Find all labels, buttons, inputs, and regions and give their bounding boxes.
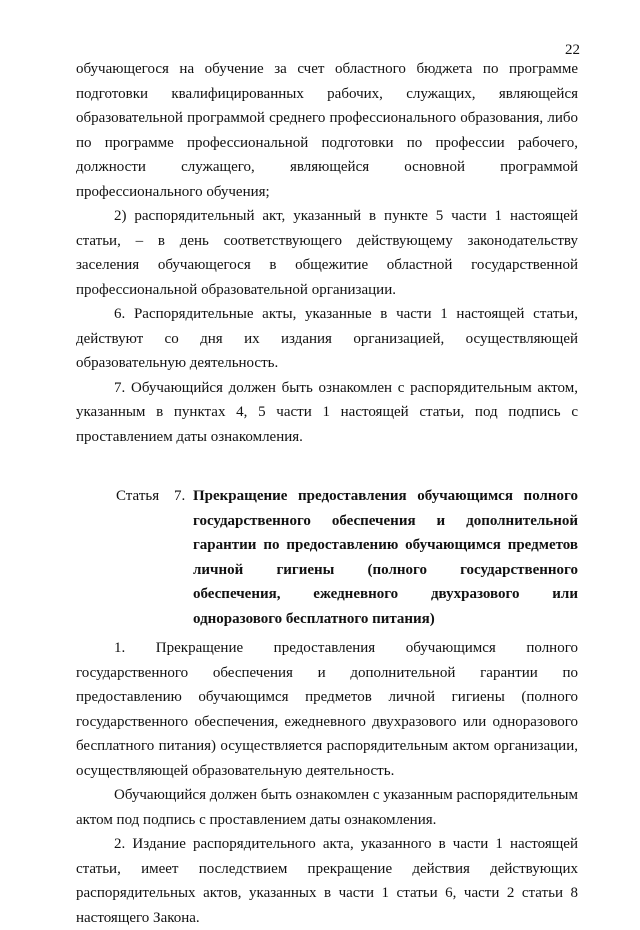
article-label — [116, 484, 185, 509]
paragraph-part-6: 6. Распорядительные акты, указанные в части 1 настоящей статьи, действуют со дня их издания организацией, осуществляющей образовательную деятельность. — [76, 306, 578, 371]
document-body — [76, 57, 578, 930]
paragraph-article-part-1: 1. Прекращение предоставления обучающимся полного государственного обеспечения и дополнительной гарантии по предоставлению обучающимся предметов личной гигиены (полного государственного обеспечения, ежедневного двухразового или одноразового бесплатного питания) осуществляется распорядительным актом организации, осуществляющей образовательную деятельность. — [76, 640, 578, 779]
article-number: 7. — [174, 488, 186, 504]
article-heading — [76, 484, 578, 631]
paragraph-part-7: 7. Обучающийся должен быть ознакомлен с распорядительным актом, указанным в пунктах 4, 5 части 1 настоящей статьи, под подпись с проставлением даты ознакомления. — [76, 379, 578, 445]
article-title: Прекращение предоставления обучающимся полного государственного обеспечения и дополнительной гарантии по предоставлению обучающимся предметов личной гигиены (полного государственного обеспечения, ежедневного двухразового или одноразового бесплатного питания) — [193, 488, 578, 627]
paragraph-continuation: обучающегося на обучение за счет областного бюджета по программе подготовки квалифицированных рабочих, служащих, являющейся образовательной программой среднего профессионального образования, либо по программе профессиональной подготовки по профессии рабочего, должности служащего, являющейся основной программой профессионального обучения; — [76, 61, 578, 200]
paragraph-item-2: 2) распорядительный акт, указанный в пункте 5 части 1 настоящей статьи, – в день соответствующего действующему законодательству заселения обучающегося в общежитие областной государственной профессиональной образовательной организации. — [76, 208, 578, 298]
paragraph-article-part-2: 2. Издание распорядительного акта, указанного в части 1 настоящей статьи, имеет последствием прекращение действия действующих распорядительных актов, указанных в части 1 статьи 6, части 2 статьи 8 настоящего Закона. — [76, 836, 578, 926]
page-number: 22 — [565, 42, 580, 58]
paragraph-acknowledgement: Обучающийся должен быть ознакомлен с указанным распорядительным актом под подпись с проставлением даты ознакомления. — [76, 787, 578, 828]
article-label-word: Статья — [116, 488, 160, 504]
